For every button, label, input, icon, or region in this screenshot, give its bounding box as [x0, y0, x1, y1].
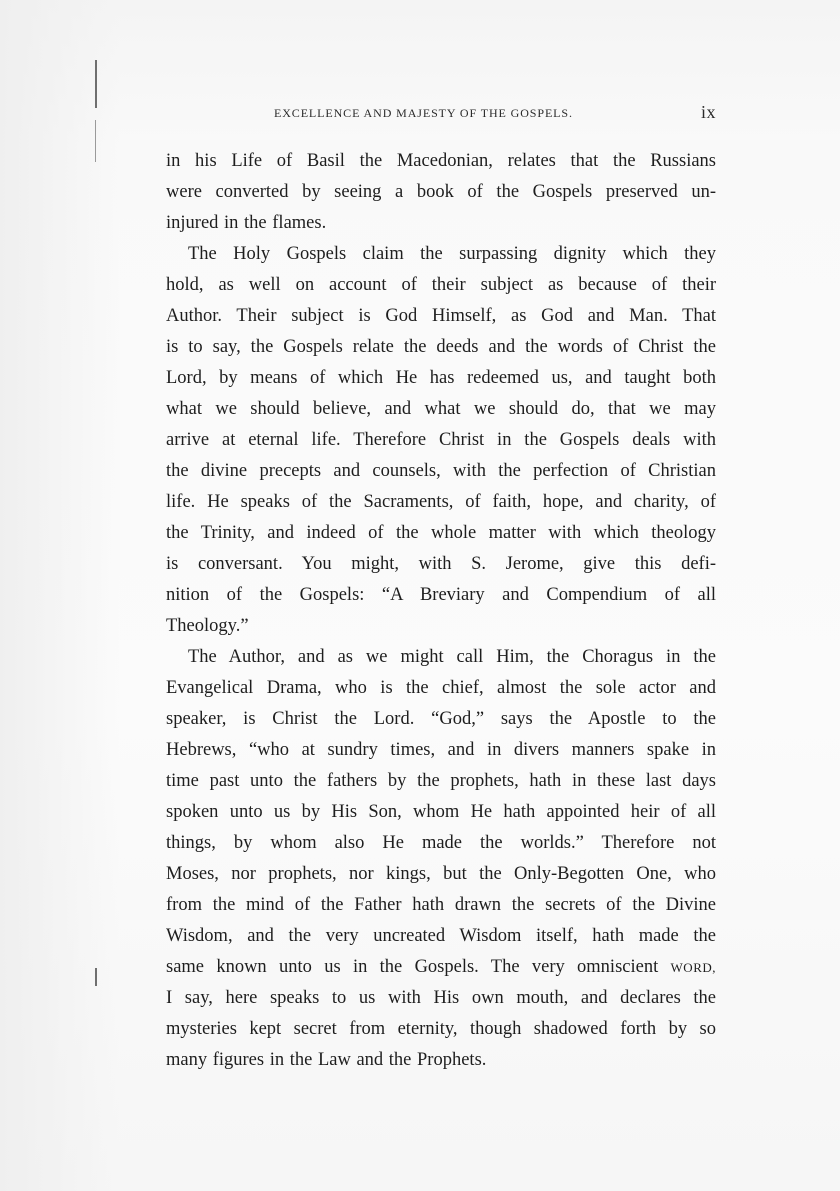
paragraph-start-line: The Author, and as we might call Him, the Choragus in the: [188, 647, 716, 667]
text-line: is conversant. You might, with S. Jerome, give this defi-: [166, 554, 716, 574]
paragraph-start-line: The Holy Gospels claim the surpassing dignity which they: [188, 244, 716, 264]
text-line: things, by whom also He made the worlds.” Therefore not: [166, 833, 716, 853]
text-line-segment: same known unto us in the Gospels. The very omniscient: [166, 957, 659, 977]
text-line: nition of the Gospels: “A Breviary and Compendium of all: [166, 585, 716, 605]
text-line: mysteries kept secret from eternity, though shadowed forth by so: [166, 1019, 716, 1039]
running-title: EXCELLENCE AND MAJESTY OF THE GOSPELS.: [274, 106, 573, 120]
text-line-with-smallcaps: [166, 952, 716, 983]
text-line: what we should believe, and what we should do, that we may: [166, 399, 716, 419]
text-line: in his Life of Basil the Macedonian, relates that the Russians: [166, 151, 716, 171]
text-line: spoken unto us by His Son, whom He hath appointed heir of all: [166, 802, 716, 822]
text-line: the Trinity, and indeed of the whole matter with which theology: [166, 523, 716, 543]
gutter-mark: [95, 968, 97, 986]
text-line: is to say, the Gospels relate the deeds and the words of Christ the: [166, 337, 716, 357]
text-line: many figures in the Law and the Prophets.: [166, 1050, 487, 1070]
running-head: [166, 104, 716, 128]
smallcaps-word: WORD,: [670, 960, 716, 975]
text-line: Theology.”: [166, 616, 249, 636]
text-line: hold, as well on account of their subject as because of their: [166, 275, 716, 295]
text-line: were converted by seeing a book of the Gospels preserved un-: [166, 182, 716, 202]
text-line: time past unto the fathers by the prophets, hath in these last days: [166, 771, 716, 791]
text-line: Lord, by means of which He has redeemed us, and taught both: [166, 368, 716, 388]
body-text: [166, 146, 716, 1076]
text-line: arrive at eternal life. Therefore Christ in the Gospels deals with: [166, 430, 716, 450]
text-line: the divine precepts and counsels, with the perfection of Christian: [166, 461, 716, 481]
text-line: life. He speaks of the Sacraments, of faith, hope, and charity, of: [166, 492, 716, 512]
text-line: injured in the flames.: [166, 213, 327, 233]
text-line: Evangelical Drama, who is the chief, almost the sole actor and: [166, 678, 716, 698]
text-line: Author. Their subject is God Himself, as God and Man. That: [166, 306, 716, 326]
page-number: ix: [700, 102, 716, 122]
text-line: speaker, is Christ the Lord. “God,” says the Apostle to the: [166, 709, 716, 729]
gutter-mark: [95, 60, 97, 108]
text-line: I say, here speaks to us with His own mouth, and declares the: [166, 988, 716, 1008]
text-line: Moses, nor prophets, nor kings, but the Only-Begotten One, who: [166, 864, 716, 884]
text-line: from the mind of the Father hath drawn the secrets of the Divine: [166, 895, 716, 915]
text-line: Hebrews, “who at sundry times, and in divers manners spake in: [166, 740, 716, 760]
text-line: Wisdom, and the very uncreated Wisdom itself, hath made the: [166, 926, 716, 946]
gutter-mark: [95, 120, 96, 162]
